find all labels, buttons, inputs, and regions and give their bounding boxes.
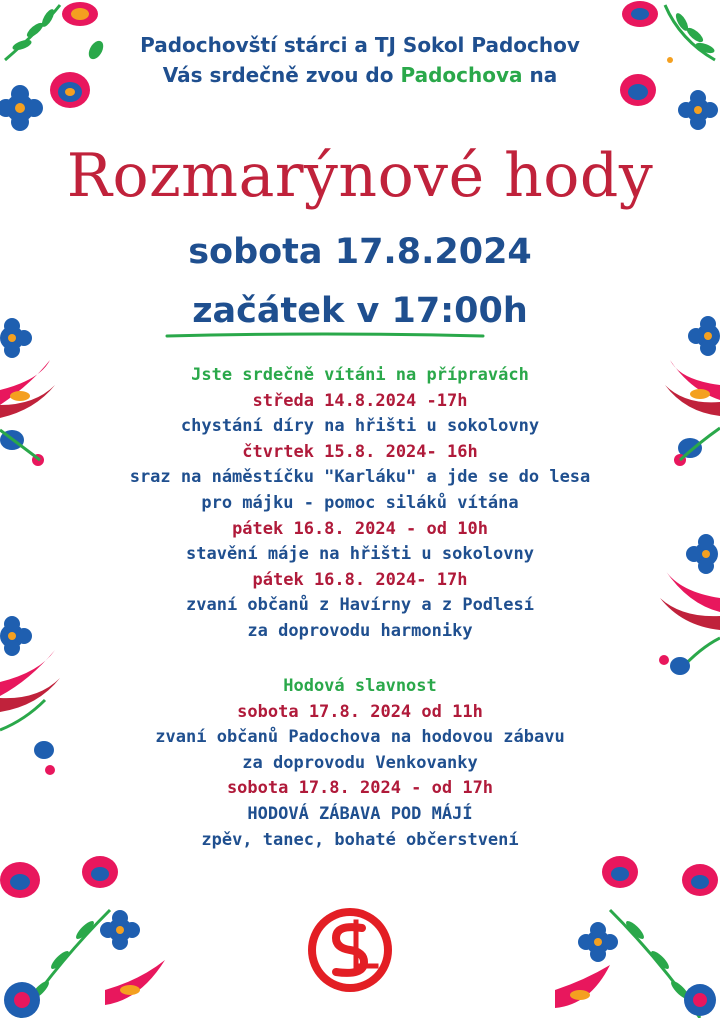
- event-date: sobota 17.8.2024: [188, 232, 532, 272]
- preparation-line: zvaní občanů z Havírny a z Podlesí: [186, 595, 534, 616]
- floral-ornament-bottom-right: [550, 850, 720, 1018]
- intro-invite-text: Vás srdečně zvou do: [162, 63, 401, 87]
- intro-invite-suffix: na: [522, 63, 558, 87]
- intro-line-invite: [0, 60, 720, 90]
- event-title: Rozmarýnové hody: [66, 141, 654, 211]
- preparation-line: pro májku - pomoc siláků vítána: [201, 492, 519, 513]
- preparation-line: chystání díry na hřišti u sokolovny: [180, 416, 540, 437]
- preparation-line: pátek 16.8. 2024- 17h: [252, 569, 468, 590]
- celebration-line: sobota 17.8. 2024 - od 17h: [226, 778, 494, 799]
- celebration-line: zpěv, tanec, bohaté občerstvení: [201, 829, 519, 850]
- celebration-heading: Hodová slavnost: [283, 676, 437, 696]
- celebration-line: za doprovodu Venkovanky: [242, 752, 478, 773]
- sokol-logo: [306, 906, 394, 994]
- intro-line-organizers: Padochovští stárci a TJ Sokol Padochov: [140, 33, 580, 57]
- celebration-line: HODOVÁ ZÁBAVA POD MÁJÍ: [247, 803, 473, 824]
- celebration-line: zvaní občanů Padochova na hodovou zábavu: [155, 727, 565, 748]
- preparation-line: čtvrtek 15.8. 2024- 16h: [242, 441, 478, 462]
- celebration-section: [0, 674, 720, 853]
- invitation-intro: [0, 30, 720, 90]
- preparation-line: stavění máje na hřišti u sokolovny: [186, 544, 534, 565]
- preparations-section: [0, 363, 720, 645]
- preparations-heading: Jste srdečně vítáni na přípravách: [191, 365, 529, 385]
- event-start-time: začátek v 17:00h: [192, 291, 528, 331]
- intro-place-name: Padochova: [400, 63, 523, 87]
- start-time-underline: [165, 331, 485, 341]
- celebration-line: sobota 17.8. 2024 od 11h: [237, 701, 483, 722]
- floral-ornament-bottom-left: [0, 850, 170, 1018]
- preparation-line: středa 14.8.2024 -17h: [252, 390, 468, 411]
- preparation-line: sraz na náměstíčku "Karláku" a jde se do lesa: [129, 467, 591, 488]
- preparation-line: pátek 16.8. 2024 - od 10h: [232, 518, 488, 539]
- preparation-line: za doprovodu harmoniky: [247, 620, 473, 641]
